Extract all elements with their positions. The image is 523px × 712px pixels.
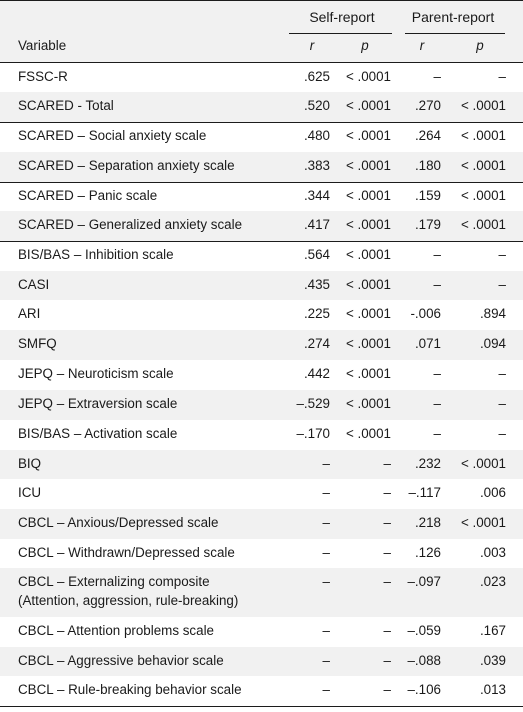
table-row [0,122,523,152]
bottom-rule [0,706,523,707]
table-row [0,360,523,390]
self-p-value: < .0001 [345,426,391,441]
parent-p-value: < .0001 [460,128,506,143]
top-rule [0,0,523,1]
self-p-value: < .0001 [345,247,391,262]
self-r-value: –.529 [296,396,330,411]
table-row [0,390,523,420]
self-p-value: – [383,545,391,560]
self-r-value: – [322,623,330,638]
self-r-value: .274 [303,336,330,351]
self-r-value: – [322,574,330,589]
self-r-value: .417 [303,217,330,232]
self-r-value: .625 [303,69,330,84]
parent-r-value: – [433,247,441,262]
variable-name: FSSC-R [18,69,68,84]
self-r-value: .480 [303,128,330,143]
table-row [0,509,523,539]
self-r-value: .564 [303,247,330,262]
table-row [0,330,523,360]
variable-name: JEPQ – Neuroticism scale [18,366,174,381]
self-p-value: < .0001 [345,306,391,321]
parent-r-header: r [419,38,425,53]
table-row [0,539,523,568]
table-row [0,92,523,122]
self-r-value: .442 [303,366,330,381]
self-report-header: Self-report [309,9,375,25]
self-p-header: p [361,38,369,53]
parent-p-value: .003 [479,545,506,560]
parent-r-value: .071 [414,336,441,351]
variable-name: CBCL – Attention problems scale [18,623,215,638]
table-row [0,420,523,450]
self-p-value: < .0001 [345,158,391,173]
parent-p-header: p [476,38,484,53]
self-p-value: – [383,623,391,638]
parent-r-value: .264 [414,128,441,143]
variable-name: CBCL – Aggressive behavior scale [18,653,224,668]
self-p-value: – [383,456,391,471]
self-p-value: < .0001 [345,98,391,113]
table-row [0,152,523,182]
parent-p-value: – [498,426,506,441]
variable-name: SCARED – Social anxiety scale [18,128,207,143]
variable-name: CBCL – Anxious/Depressed scale [18,515,219,530]
self-p-value: – [383,485,391,500]
parent-p-value: – [498,396,506,411]
variable-name: SCARED – Separation anxiety scale [18,158,235,173]
parent-r-value: –.059 [407,623,441,638]
self-p-value: < .0001 [345,396,391,411]
self-r-value: .520 [303,98,330,113]
table-row [0,568,523,617]
variable-name: BIQ [18,456,42,471]
parent-p-value: .167 [479,623,506,638]
parent-r-value: .218 [414,515,441,530]
table-row [0,271,523,300]
parent-r-value: .232 [414,456,441,471]
parent-r-value: –.097 [407,574,441,589]
self-p-value: – [383,653,391,668]
parent-r-value: –.117 [408,485,441,500]
parent-p-value: < .0001 [460,158,506,173]
parent-r-value: -.006 [410,306,441,321]
variable-name: ICU [18,485,42,500]
self-r-value: .225 [303,306,330,321]
parent-p-value: < .0001 [460,515,506,530]
parent-p-value: .013 [479,682,506,697]
table-row [0,211,523,241]
table-row [0,300,523,330]
parent-r-value: .126 [414,545,441,560]
variable-name: ARI [18,306,41,321]
parent-p-value: .039 [479,653,506,668]
table-row [0,479,523,509]
parent-p-value: .023 [479,574,506,589]
variable-name-line2: (Attention, aggression, rule-breaking) [18,593,239,608]
parent-report-header: Parent-report [411,9,495,25]
variable-name: JEPQ – Extraversion scale [18,396,178,411]
table-row [0,182,523,211]
self-p-value: < .0001 [345,277,391,292]
self-report-rule [289,33,392,34]
parent-p-value: – [498,69,506,84]
parent-r-value: – [433,366,441,381]
table-row [0,617,523,647]
variable-name: SCARED – Generalized anxiety scale [18,217,243,232]
self-p-value: < .0001 [345,336,391,351]
parent-r-value: .180 [414,158,441,173]
self-r-header: r [309,38,315,53]
parent-p-value: – [498,366,506,381]
self-p-value: – [383,515,391,530]
parent-r-value: – [433,69,441,84]
self-p-value: < .0001 [345,69,391,84]
parent-r-value: –.088 [407,653,441,668]
parent-r-value: – [433,277,441,292]
variable-name: BIS/BAS – Activation scale [18,426,178,441]
parent-p-value: .094 [479,336,506,351]
parent-r-value: .159 [414,188,441,203]
parent-p-value: < .0001 [460,456,506,471]
self-p-value: < .0001 [345,188,391,203]
parent-r-value: .270 [414,98,441,113]
variable-name: CBCL – Withdrawn/Depressed scale [18,545,235,560]
self-r-value: – [322,653,330,668]
self-r-value: – [322,456,330,471]
variable-name: BIS/BAS – Inhibition scale [18,247,174,262]
parent-r-value: – [433,426,441,441]
self-p-value: < .0001 [345,366,391,381]
parent-p-value: < .0001 [460,98,506,113]
parent-report-rule [405,33,505,34]
variable-header: Variable [18,38,67,53]
variable-name: CASI [18,277,50,292]
table-row [0,647,523,676]
table-row [0,450,523,479]
self-r-value: –.170 [296,426,330,441]
self-p-value: < .0001 [345,217,391,232]
parent-p-value: .006 [479,485,506,500]
variable-name: SMFQ [18,336,57,351]
self-r-value: .344 [303,188,330,203]
table-row [0,241,523,271]
self-r-value: .435 [303,277,330,292]
parent-p-value: – [498,277,506,292]
variable-name: SCARED - Total [18,98,114,113]
self-p-value: < .0001 [345,128,391,143]
self-r-value: .383 [303,158,330,173]
table-row [0,676,523,706]
table-row [0,63,523,92]
self-p-value: – [383,574,391,589]
variable-name: CBCL – Rule-breaking behavior scale [18,682,242,697]
self-r-value: – [322,515,330,530]
parent-r-value: –.106 [407,682,441,697]
parent-r-value: .179 [414,217,441,232]
parent-r-value: – [433,396,441,411]
variable-name: CBCL – Externalizing composite [18,574,210,589]
parent-p-value: .894 [479,306,506,321]
self-p-value: – [383,682,391,697]
parent-p-value: < .0001 [460,188,506,203]
self-r-value: – [322,485,330,500]
variable-name: SCARED – Panic scale [18,188,158,203]
self-r-value: – [322,545,330,560]
self-r-value: – [322,682,330,697]
parent-p-value: – [498,247,506,262]
parent-p-value: < .0001 [460,217,506,232]
